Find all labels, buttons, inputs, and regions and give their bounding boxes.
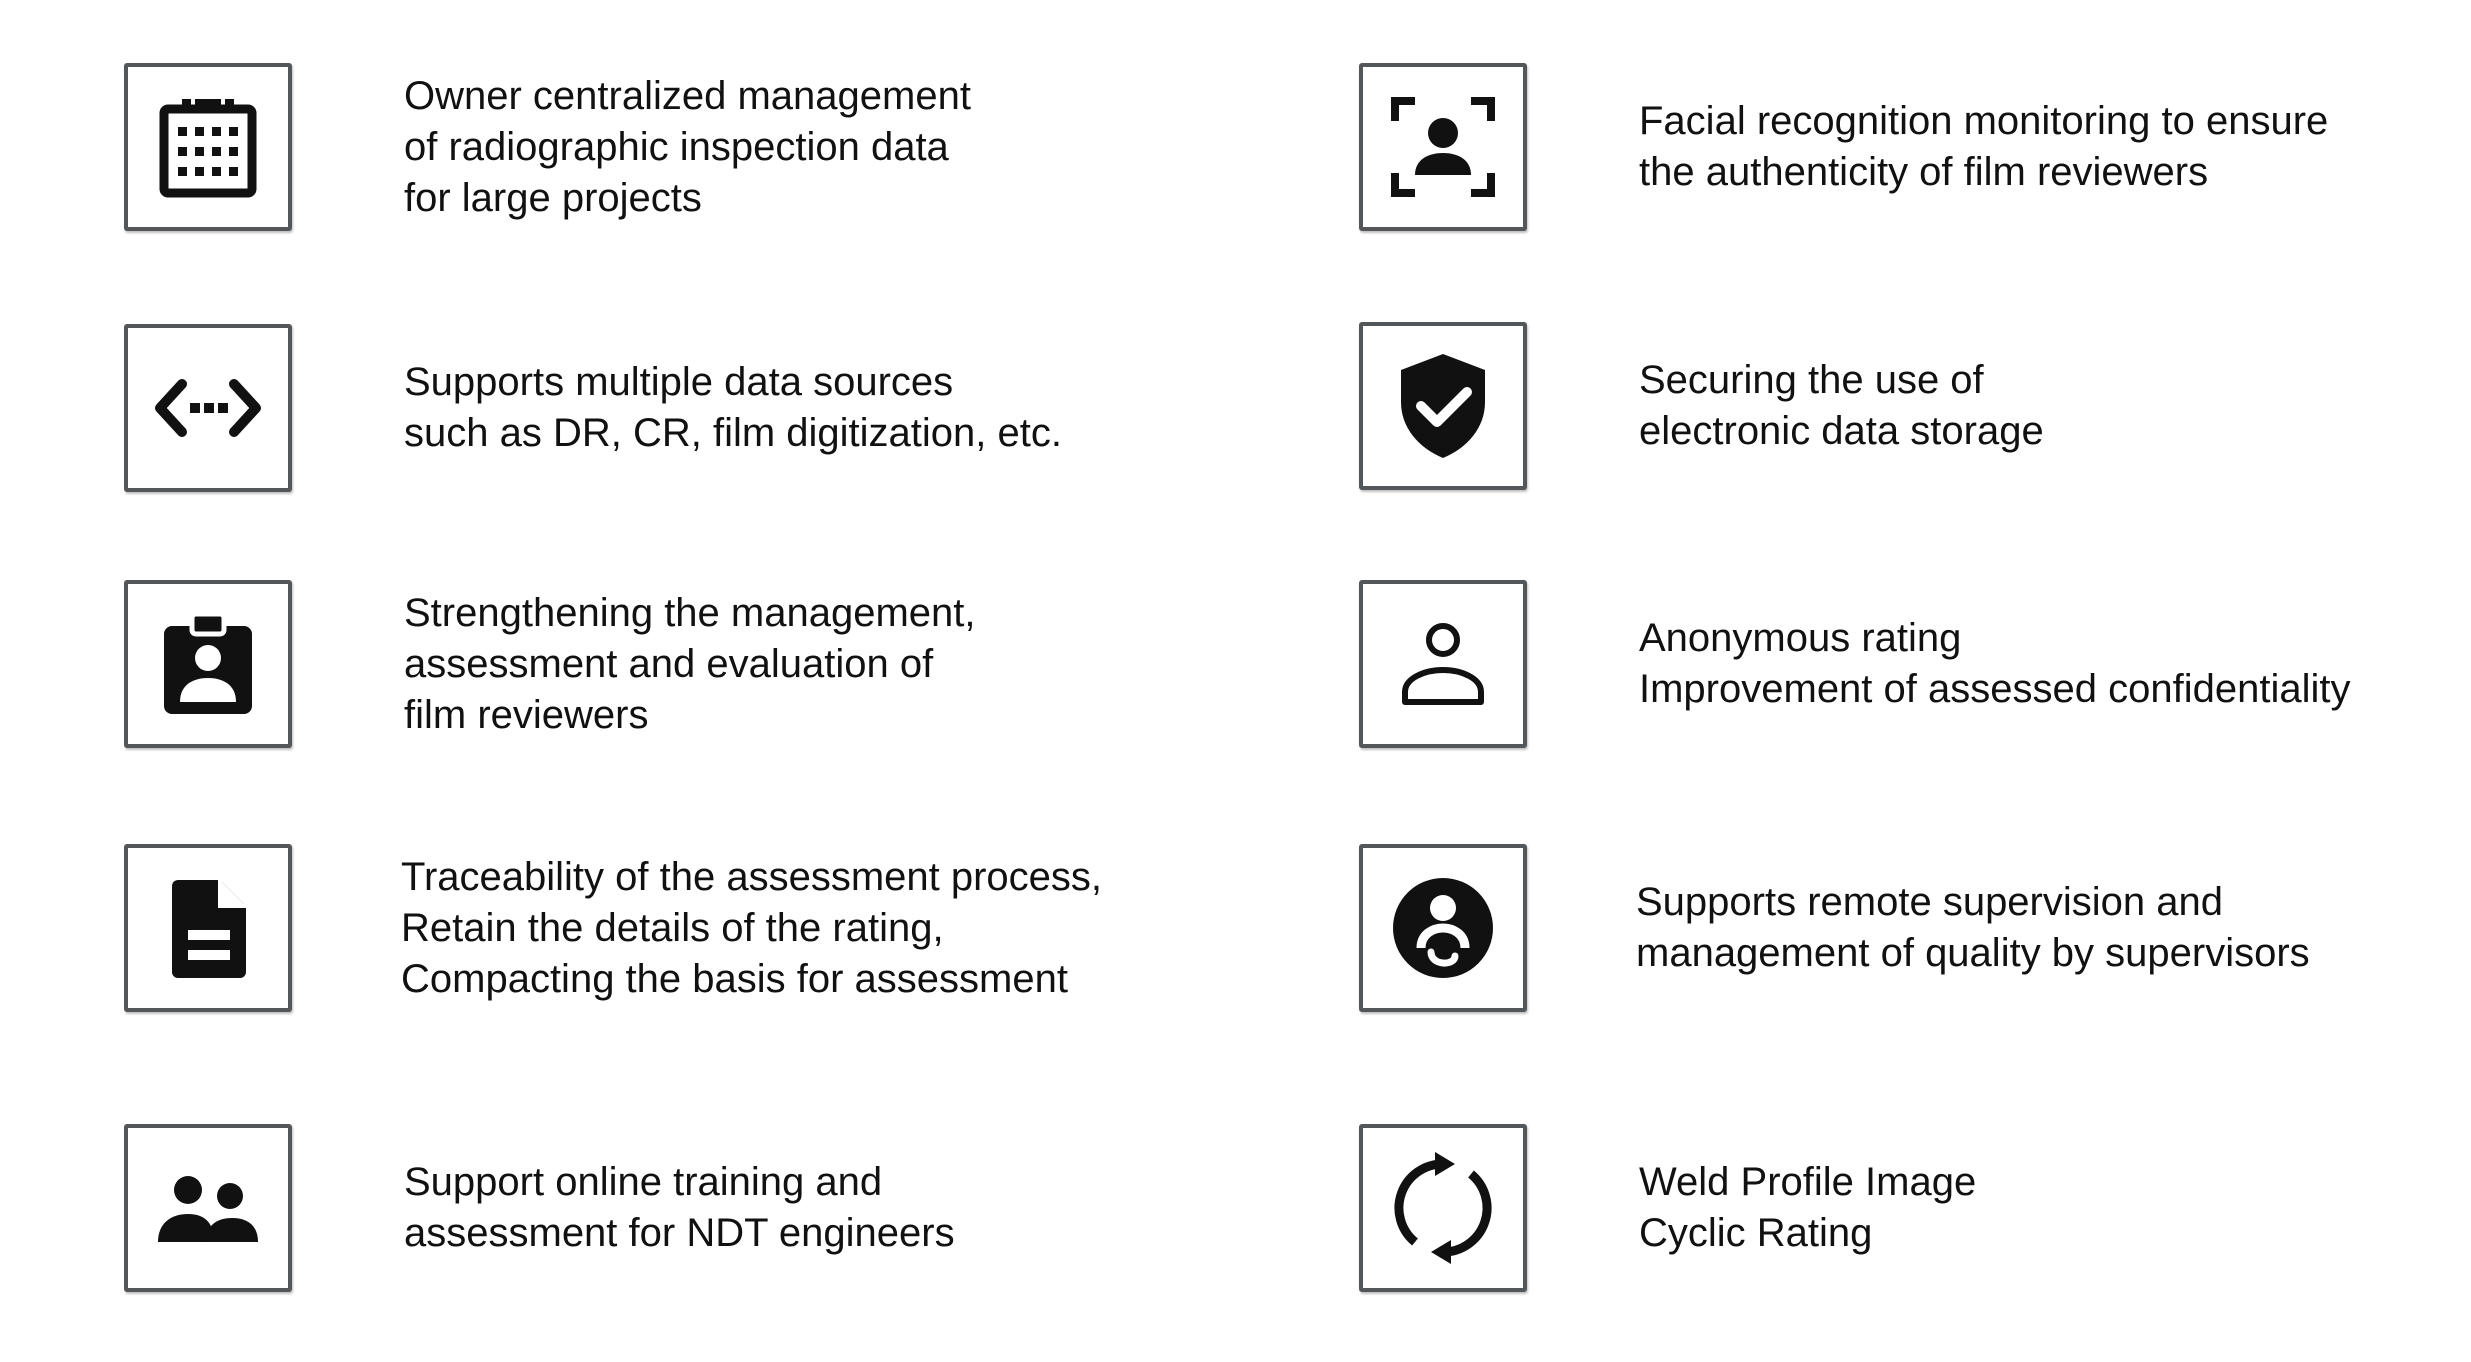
feature-line: Compacting the basis for assessment [401,956,1068,1001]
feature-cyclic-rating [1359,1124,1976,1292]
feature-text [404,357,1062,459]
feature-line: Weld Profile Image [1639,1160,1977,1204]
feature-line: Securing the use of [1639,358,1984,402]
supervisor-account-icon [1359,844,1527,1012]
feature-line: electronic data storage [1639,409,2044,453]
document-icon [124,844,292,1012]
feature-line: for large projects [404,175,702,220]
feature-line: Cyclic Rating [1639,1211,1873,1255]
feature-remote-supervision [1359,844,2310,1012]
feature-centralized-management [124,63,971,231]
person-outline-icon [1359,580,1527,748]
feature-text [1636,877,2310,979]
feature-line: Improvement of assessed confidentiality [1639,667,2351,711]
feature-line: assessment and evaluation of [404,641,934,686]
group-icon [124,1124,292,1292]
feature-line: Retain the details of the rating, [401,905,944,950]
feature-multiple-data-sources [124,324,1062,492]
id-badge-icon [124,580,292,748]
feature-facial-recognition [1359,63,2328,231]
feature-line: such as DR, CR, film digitization, etc. [404,411,1062,455]
feature-reviewer-management [124,580,976,748]
shield-check-icon [1359,322,1527,490]
calendar-icon [124,63,292,231]
feature-text [1639,355,2044,457]
feature-line: the authenticity of film reviewers [1639,150,2209,194]
feature-line: Supports remote supervision and [1636,880,2223,924]
feature-line: of radiographic inspection data [404,124,949,169]
cycle-arrows-icon [1359,1124,1527,1292]
feature-line: Traceability of the assessment process, [401,854,1103,899]
feature-line: Anonymous rating [1639,616,1962,660]
feature-text [1639,96,2328,198]
feature-online-training [124,1124,955,1292]
feature-text [404,1157,955,1259]
feature-text [404,588,976,741]
feature-line: management of quality by supervisors [1636,931,2310,975]
feature-anonymous-rating [1359,580,2350,748]
code-arrows-icon [124,324,292,492]
feature-text [401,852,1102,1005]
feature-line: Support online training and [404,1160,883,1204]
feature-traceability [124,844,1102,1012]
feature-line: Supports multiple data sources [404,360,954,404]
feature-text [1639,613,2350,715]
face-scan-icon [1359,63,1527,231]
feature-data-security [1359,322,2044,490]
feature-line: Strengthening the management, [404,590,976,635]
feature-line: film reviewers [404,692,649,737]
feature-line: Facial recognition monitoring to ensure [1639,99,2329,143]
feature-text [1639,1157,1976,1259]
feature-line: assessment for NDT engineers [404,1211,955,1255]
feature-text [404,71,971,224]
feature-line: Owner centralized management [404,73,971,118]
